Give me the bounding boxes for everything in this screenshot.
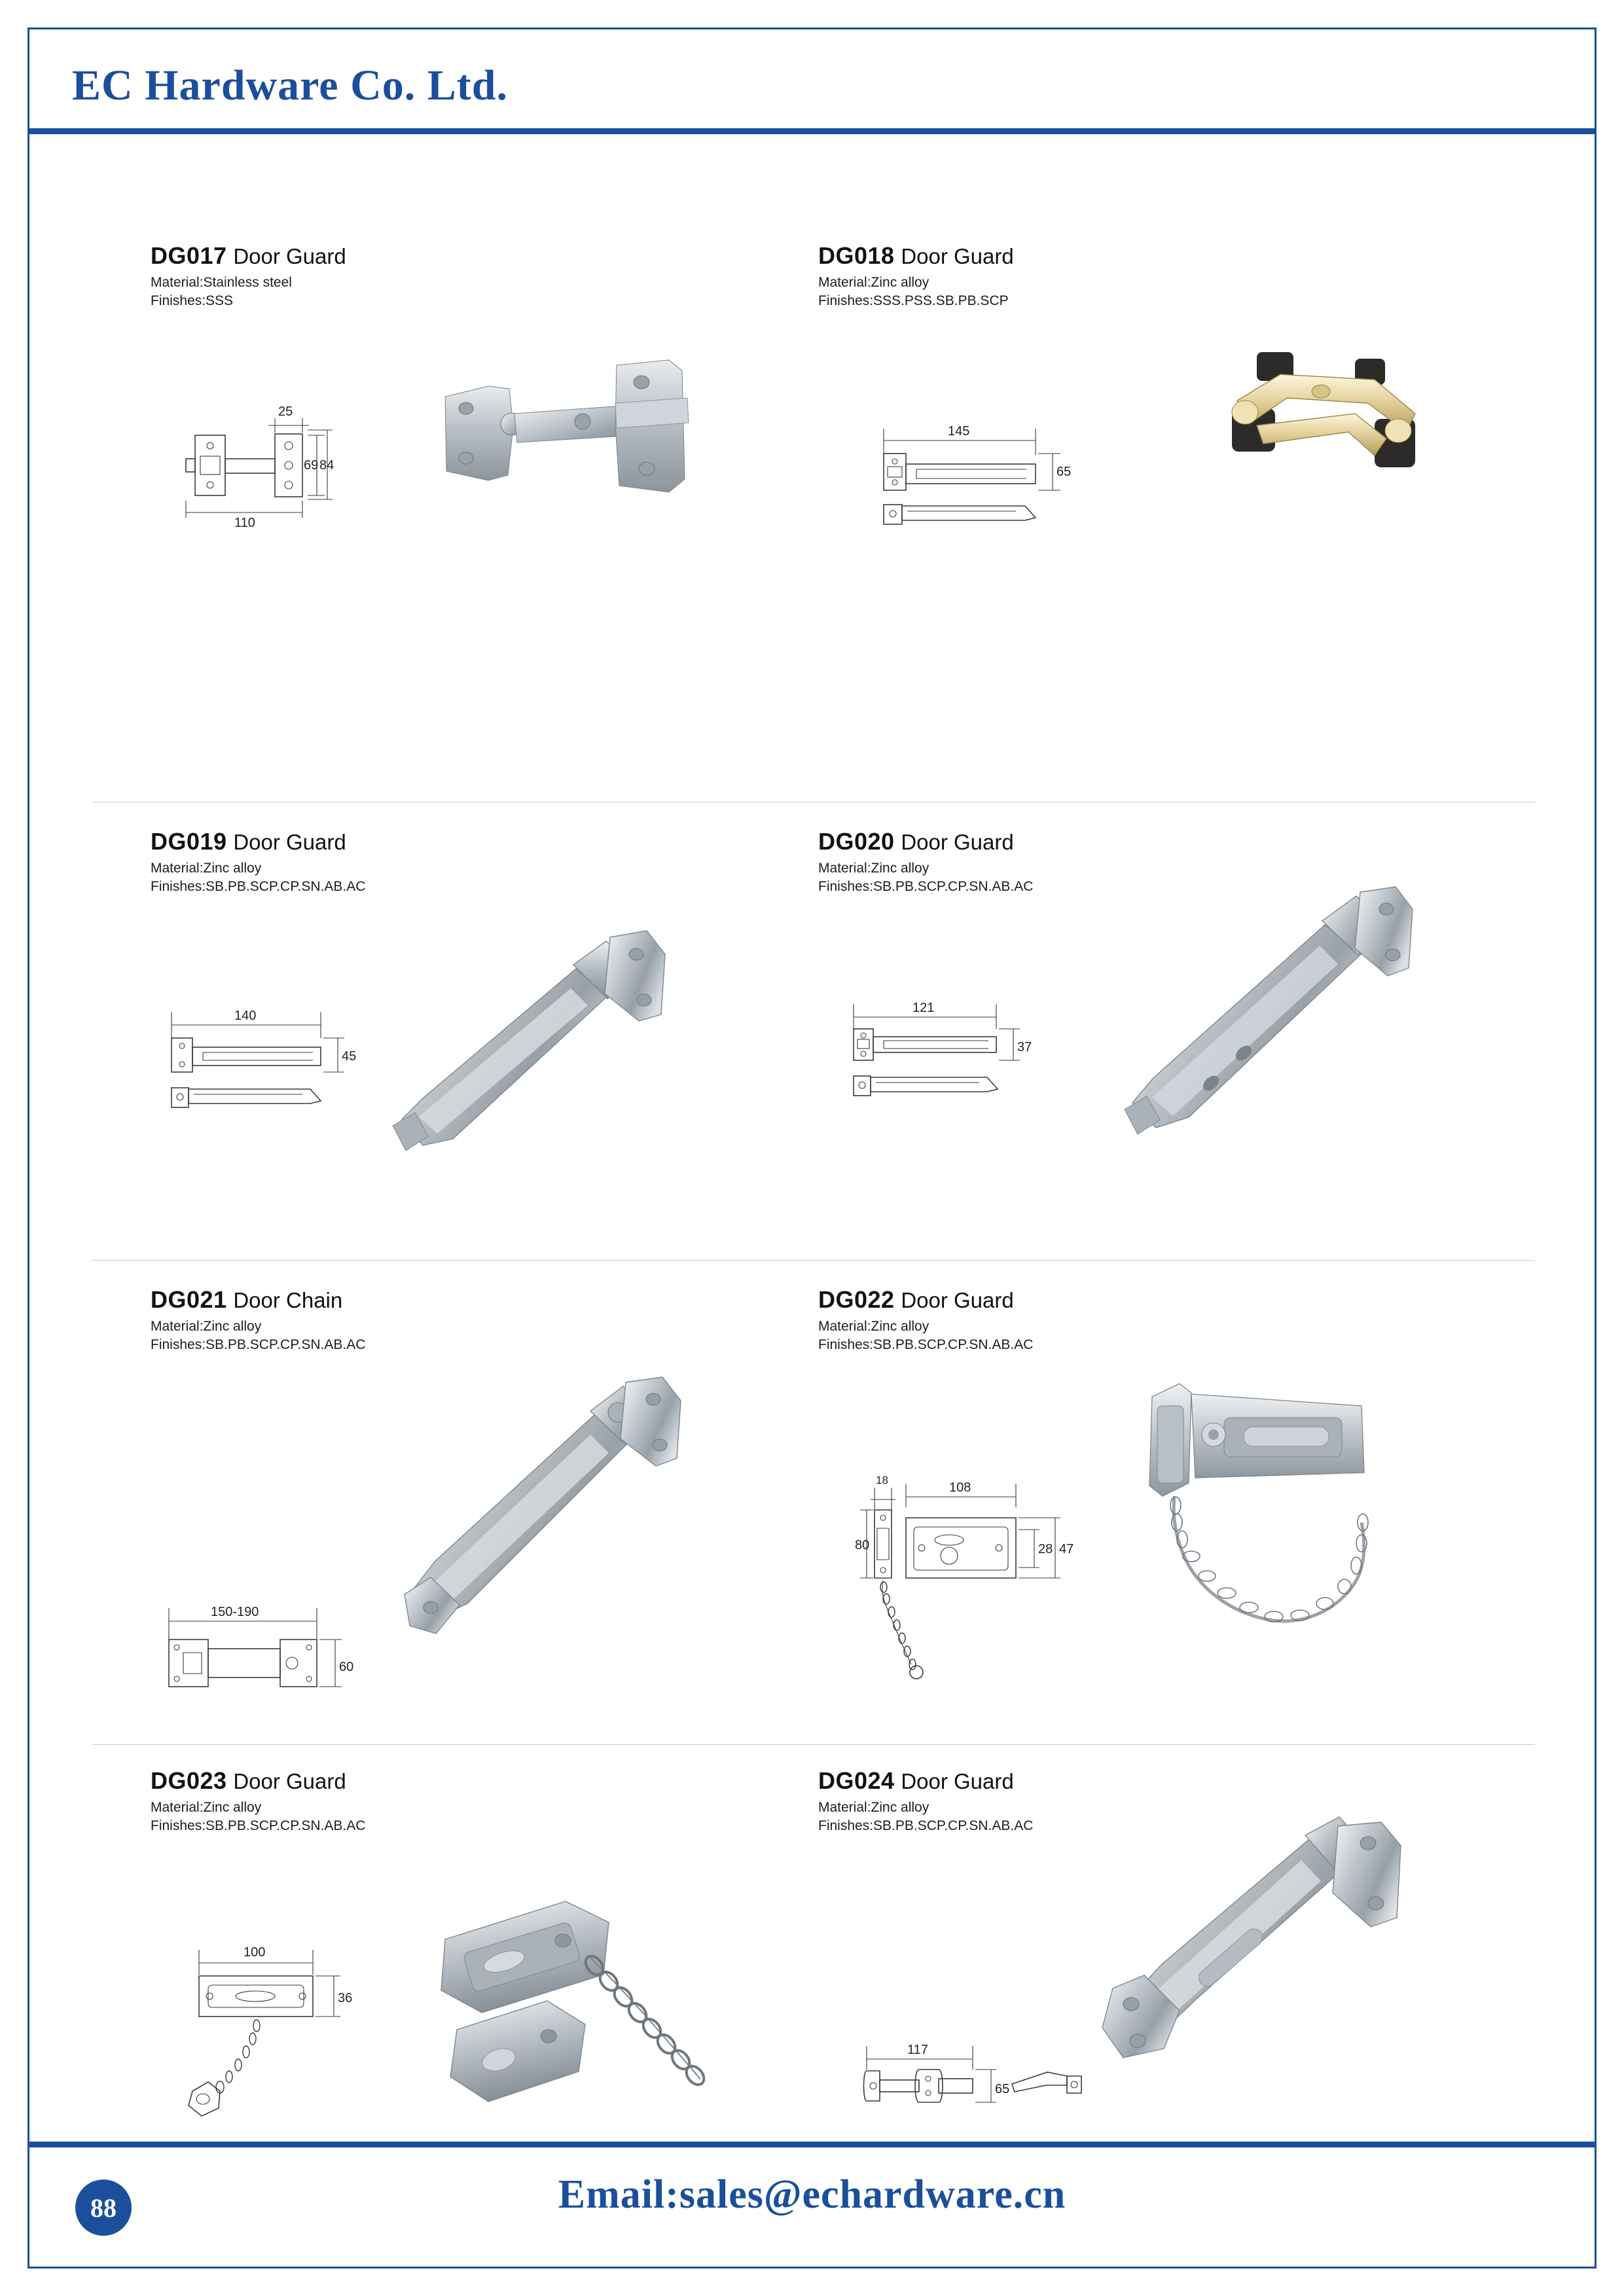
product-type: Door Guard [901,244,1014,268]
product-photo [399,1374,700,1662]
product-specs [818,1318,1033,1354]
product-material: Material:Zinc alloy [818,1800,929,1815]
product-finishes: Finishes:SSS [151,293,234,308]
product-title [818,242,1014,270]
product-photo [1113,887,1420,1162]
product-specs [818,274,1009,310]
dimension-label: 25 [278,404,293,419]
dimension-label: 18 [876,1474,888,1486]
product-title [151,1286,342,1314]
technical-drawing [864,416,1126,566]
product-title [151,828,346,855]
product-photo [1159,340,1447,524]
dimension-label: 108 [949,1480,971,1495]
product-type: Door Guard [901,1288,1014,1312]
product-code: DG024 [818,1767,895,1794]
dimension-label: 145 [948,424,970,439]
product-material: Material:Zinc alloy [151,1800,262,1815]
dimension-label: 80 [855,1538,870,1552]
product-material: Material:Zinc alloy [151,1319,262,1334]
product-code: DG022 [818,1286,895,1313]
dimension-label: 84 [319,458,334,473]
product-material: Material:Zinc alloy [151,861,262,876]
dimension-label: 65 [1056,465,1072,479]
dimension-label: 65 [995,2082,1010,2096]
dimension-label: 37 [1017,1040,1032,1054]
product-specs [151,1318,365,1354]
product-title [151,1767,346,1795]
technical-drawing [838,988,1087,1152]
product-code: DG020 [818,828,895,855]
page-number-badge: 88 [75,2179,132,2236]
product-finishes: Finishes:SB.PB.SCP.CP.SN.AB.AC [151,879,366,894]
dimension-label: 47 [1059,1542,1074,1556]
header-divider [29,128,1595,134]
product-code: DG019 [151,828,227,855]
product-row [29,1767,1595,2173]
dimension-label: 140 [234,1009,257,1023]
product-material: Material:Zinc alloy [818,1319,929,1334]
product-finishes: Finishes:SSS.PSS.SB.PB.SCP [818,293,1009,308]
footer-email[interactable]: Email:sales@echardware.cn [558,2172,1066,2217]
dimension-label: 45 [342,1049,357,1064]
product-finishes: Finishes:SB.PB.SCP.CP.SN.AB.AC [151,1337,366,1352]
product-title [818,1286,1014,1314]
product-finishes: Finishes:SB.PB.SCP.CP.SN.AB.AC [151,1818,366,1833]
product-photo [1093,1820,1420,2094]
product-row [29,242,1595,694]
footer-divider [29,2142,1595,2147]
product-row [29,1286,1595,1744]
product-card-dg023[interactable] [151,1767,818,2219]
product-card-dg024[interactable] [818,1767,1486,2219]
product-type: Door Guard [233,1769,346,1793]
dimension-label: 60 [339,1660,354,1674]
product-type: Door Guard [901,830,1014,854]
company-name: EC Hardware Co. Ltd. [72,62,508,109]
dimension-label: 100 [244,1945,266,1960]
product-title [818,828,1014,855]
product-photo [425,340,707,543]
product-finishes: Finishes:SB.PB.SCP.CP.SN.AB.AC [818,879,1034,894]
product-code: DG021 [151,1286,227,1313]
product-grid [29,137,1595,2140]
product-card-dg019[interactable] [151,828,818,1280]
product-title [151,242,346,270]
product-card-dg017[interactable] [151,242,818,694]
product-code: DG018 [818,242,895,269]
technical-drawing [157,1594,406,1725]
dimension-label: 36 [338,1991,353,2005]
product-material: Material:Zinc alloy [818,275,929,290]
product-photo [380,923,681,1185]
product-code: DG023 [151,1767,227,1794]
product-card-dg020[interactable] [818,828,1486,1280]
product-card-dg021[interactable] [151,1286,818,1738]
product-card-dg022[interactable] [818,1286,1486,1738]
product-photo [425,1888,713,2150]
technical-drawing [851,1456,1113,1685]
product-type: Door Guard [233,244,346,268]
product-type: Door Guard [901,1769,1014,1793]
dimension-label: 28 [1038,1542,1053,1556]
product-material: Material:Stainless steel [151,275,292,290]
product-specs [151,859,365,896]
product-finishes: Finishes:SB.PB.SCP.CP.SN.AB.AC [818,1818,1034,1833]
dimension-label: 117 [907,2043,928,2057]
product-specs [151,1799,365,1835]
product-specs [818,1799,1033,1835]
product-type: Door Guard [233,830,346,854]
page-header [29,29,1595,131]
product-row [29,828,1595,1280]
row-divider [92,1744,1535,1745]
product-type: Door Chain [233,1288,343,1312]
product-card-dg018[interactable] [818,242,1486,694]
technical-drawing [157,995,406,1158]
product-material: Material:Zinc alloy [818,861,929,876]
technical-drawing [170,1928,419,2150]
dimension-label: 150-190 [211,1605,259,1619]
technical-drawing [851,2029,1126,2147]
product-title [818,1767,1014,1795]
product-photo [1146,1374,1434,1649]
dimension-label: 121 [912,1001,935,1015]
product-finishes: Finishes:SB.PB.SCP.CP.SN.AB.AC [818,1337,1034,1352]
dimension-label: 110 [234,516,255,530]
dimension-label: 69 [304,458,319,473]
row-divider [92,1260,1535,1261]
product-specs [151,274,292,310]
product-specs [818,859,1033,896]
technical-drawing [170,396,393,547]
product-code: DG017 [151,242,227,269]
